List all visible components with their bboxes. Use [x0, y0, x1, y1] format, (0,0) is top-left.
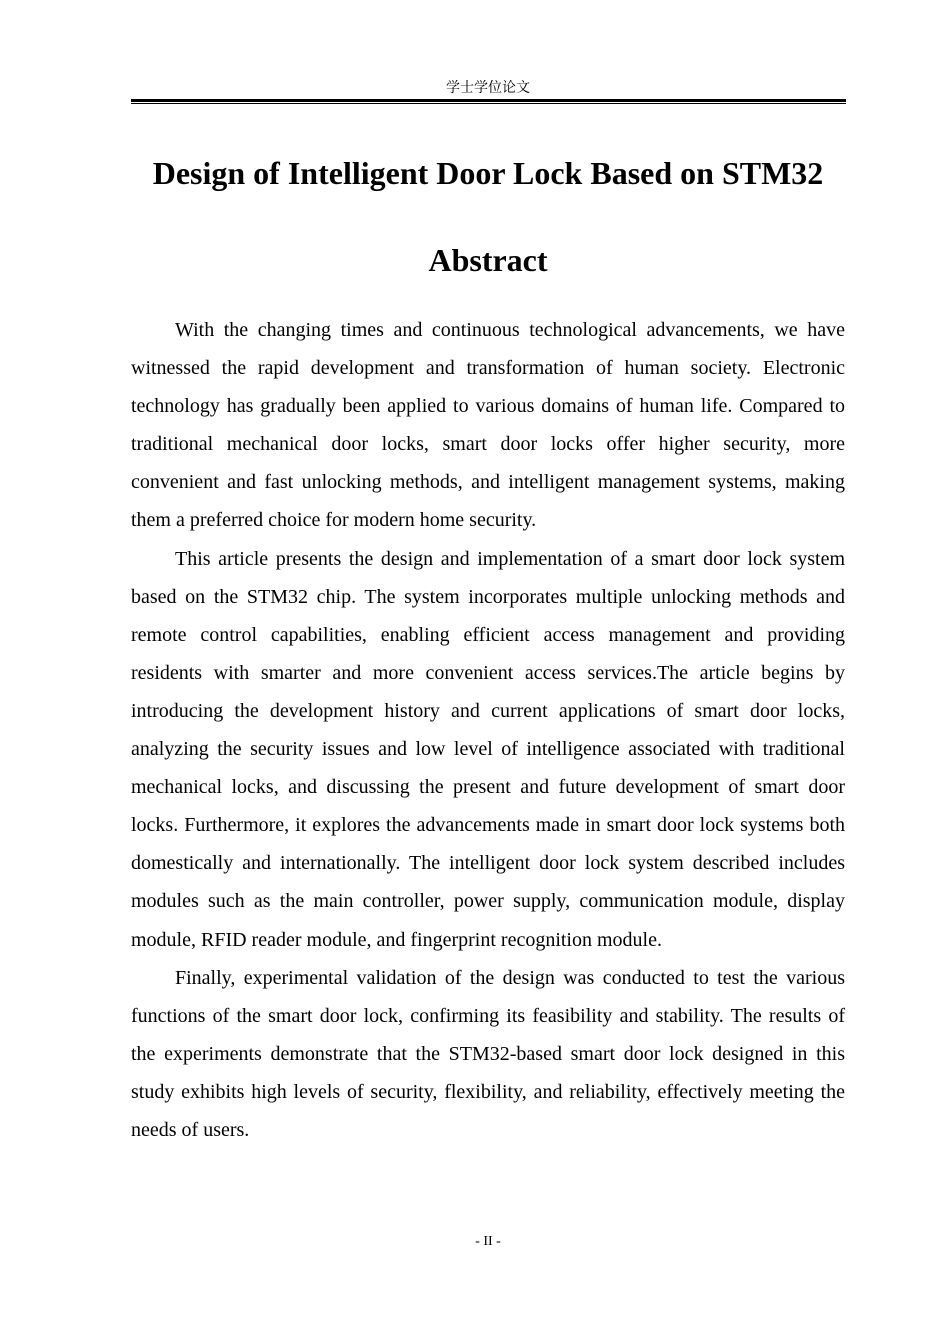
header-rule-thick: [131, 99, 846, 102]
running-header: 学士学位论文: [446, 80, 530, 96]
abstract-heading: Abstract: [428, 242, 548, 278]
abstract-paragraph-2: This article presents the design and implementation of a smart door lock system based on the STM32 chip. The system incorporates multiple unlocking methods and remote control capabilities, enabling efficient access management and providing residents with smarter and more convenient access services.The article begins by introducing the development history and current applications of smart door locks, analyzing the security issues and low level of intelligence associated with traditional mechanical locks, and discussing the present and future development of smart door locks. Furthermore, it explores the advancements made in smart door lock systems both domestically and internationally. The intelligent door lock system described includes modules such as the main controller, power supply, communication module, display module, RFID reader module, and fingerprint recognition module.: [131, 547, 845, 951]
thesis-title: Design of Intelligent Door Lock Based on STM32: [152, 155, 824, 191]
abstract-paragraph-3: Finally, experimental validation of the design was conducted to test the various functions of the smart door lock, confirming its feasibility and stability. The results of the experiments demonstrate that the STM32-based smart door lock designed in this study exhibits high levels of security, flexibility, and reliability, effectively meeting the needs of users.: [131, 966, 845, 1141]
header-rule-thin: [131, 103, 846, 104]
abstract-paragraph-1: With the changing times and continuous technological advancements, we have witnessed the rapid development and transformation of human society. Electronic technology has gradually been applied to various domains of human life. Compared to traditional mechanical door locks, smart door locks offer higher security, more convenient and fast unlocking methods, and intelligent management systems, making them a preferred choice for modern home security.: [131, 319, 845, 532]
abstract-body: [131, 311, 845, 1149]
page-number: - II -: [475, 1234, 501, 1249]
